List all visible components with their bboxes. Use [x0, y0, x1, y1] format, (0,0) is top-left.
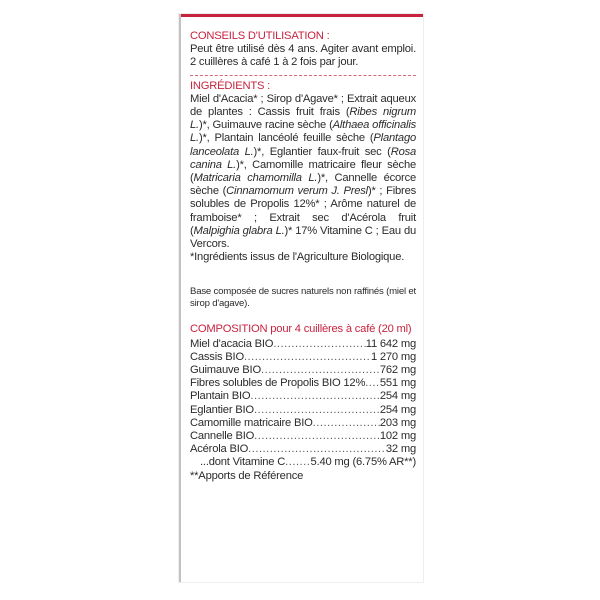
base-text: Base composée de sucres naturels non raffinés (miel et sirop d'agave).: [190, 286, 416, 310]
label-panel: [179, 14, 423, 582]
leader-dots: [244, 351, 371, 364]
table-row: [190, 430, 416, 443]
latin-name: Plantago lanceolata L.: [190, 132, 416, 158]
leader-dots: [273, 338, 365, 351]
row-value: 762 mg: [379, 364, 416, 377]
row-value: 203 mg: [379, 416, 416, 429]
reference-footnote: **Apports de Référence: [190, 469, 304, 482]
row-name: Cannelle BIO: [190, 430, 255, 443]
table-row: [190, 456, 416, 469]
table-row: [190, 390, 416, 403]
table-row: [190, 377, 416, 390]
row-name: Guimauve BIO: [190, 364, 261, 377]
usage-heading: CONSEILS D'UTILISATION :: [190, 30, 330, 42]
latin-name: Matricaria chamomilla L.: [193, 172, 318, 185]
leader-dots: [313, 417, 380, 430]
latin-name: Malpighia glabra L.: [193, 224, 285, 237]
ingredients-segment: )* 17% Vitamine C ; Eau du Vercors.: [190, 224, 416, 251]
latin-name: Ribes nigrum L.: [190, 106, 416, 132]
table-row: [190, 364, 416, 377]
ingredients-text: [190, 93, 416, 251]
usage-text: Peut être utilisé dès 4 ans. Agiter avant emploi. 2 cuillères à café 1 à 2 fois par jour.: [190, 43, 416, 69]
leader-dots: [261, 364, 380, 377]
leader-dots: [254, 404, 380, 417]
row-name: ...dont Vitamine C: [200, 456, 286, 469]
composition-subheading: pour 4 cuillères à café (20 ml): [270, 323, 412, 336]
table-row: [190, 351, 416, 364]
latin-name: Rosa canina L.: [190, 145, 417, 171]
composition-heading: COMPOSITION: [190, 323, 268, 336]
leader-dots: [365, 377, 380, 390]
leader-dots: [254, 430, 380, 443]
row-value: 254 mg: [379, 403, 416, 416]
leader-dots: [250, 390, 379, 403]
top-accent-stripe: [181, 14, 423, 17]
ingredients-segment: )*, Eglantier faux-fruit sec (: [253, 145, 391, 158]
row-value: 254 mg: [379, 390, 416, 403]
latin-name: Althaea officinalis L.: [190, 119, 416, 145]
organic-note: *Ingrédients issus de l'Agriculture Biologique.: [190, 251, 405, 264]
label-content: [190, 30, 416, 483]
divider: [190, 75, 416, 76]
ingredients-segment: )*, Plantain lancéolé feuille sèche (: [198, 132, 374, 145]
row-name: Cassis BIO: [190, 350, 244, 363]
ingredients-segment: )*, Camomille matricaire fleur sèche (: [190, 158, 416, 185]
row-value: 5.40 mg (6.75% AR**): [310, 456, 416, 469]
row-name: Eglantier BIO: [190, 403, 254, 416]
row-name: Plantain BIO: [190, 390, 251, 403]
leader-dots: [248, 443, 386, 456]
row-value: 11 642 mg: [365, 337, 416, 350]
ingredients-segment: )*, Cannelle écorce sèche (: [190, 172, 416, 198]
ingredients-heading: INGRÉDIENTS :: [190, 79, 271, 92]
ingredients-segment: )* ; Fibres solubles de Propolis 12%* ; Arôme naturel de framboise* ; Extrait sec d'Acérola fruit (: [190, 185, 416, 237]
composition-title: [190, 323, 416, 336]
row-name: Acérola BIO: [190, 443, 249, 456]
row-name: Fibres solubles de Propolis BIO 12%: [190, 377, 366, 390]
row-value: 32 mg: [385, 443, 416, 456]
ingredients-segment: Miel d'Acacia* ; Sirop d'Agave* ; Extrait aqueux de plantes : Cassis fruit frais (: [190, 92, 416, 119]
leader-dots: [285, 456, 310, 469]
row-value: 102 mg: [379, 430, 416, 443]
table-row: [190, 443, 416, 456]
row-value: 551 mg: [379, 377, 416, 390]
table-row: [190, 338, 416, 351]
row-name: Camomille matricaire BIO: [190, 416, 313, 429]
row-value: 1 270 mg: [370, 350, 416, 363]
table-row: [190, 404, 416, 417]
ingredients-segment: )*, Guimauve racine sèche (: [198, 119, 333, 132]
composition-table: [190, 338, 416, 470]
latin-name: Cinnamomum verum J. Presl: [226, 185, 368, 198]
row-name: Miel d'acacia BIO: [190, 337, 274, 350]
table-row: [190, 417, 416, 430]
